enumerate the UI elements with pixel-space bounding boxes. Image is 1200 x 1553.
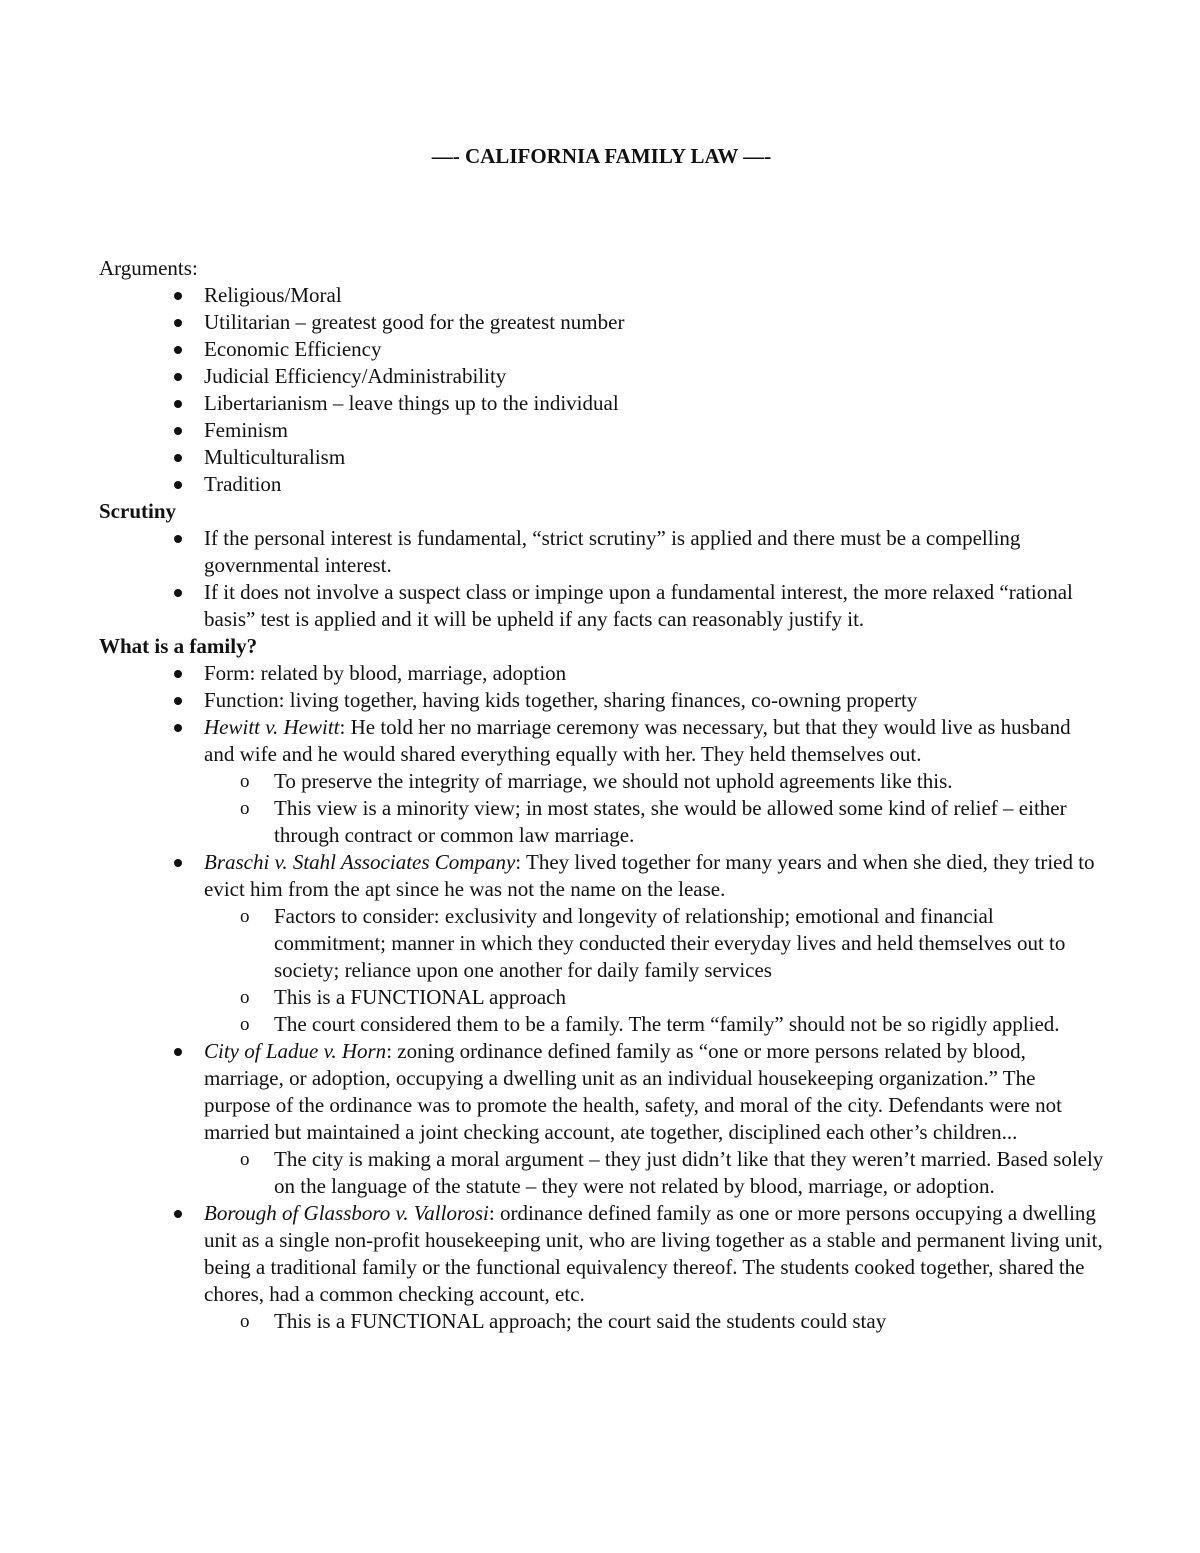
sub-list-item: o Factors to consider: exclusivity and longevity of relationship; emotional and financial commitment; manner in which they conducted their everyday lives and held themselves out to society; reliance upon one another for daily family services — [240, 904, 1066, 982]
list-item: Economic Efficiency — [204, 336, 1104, 363]
bullet-icon — [174, 535, 182, 543]
list-item: Multiculturalism — [204, 444, 1104, 471]
bullet-icon — [174, 481, 182, 489]
sub-list-item: o The city is making a moral argument – they just didn’t like that they weren’t married. Based solely on the language of the statute – they were not related by blood, marriage, or adoption. — [240, 1147, 1104, 1198]
circle-bullet-icon: o — [240, 1014, 250, 1035]
sub-list-item: o This is a FUNCTIONAL approach — [240, 985, 567, 1009]
bullet-icon — [174, 427, 182, 435]
bullet-icon — [174, 1210, 182, 1218]
list-item: Utilitarian – greatest good for the greatest number — [204, 309, 1104, 336]
list-item: Feminism — [204, 417, 1104, 444]
bullet-icon — [174, 697, 182, 705]
case-item: Braschi v. Stahl Associates Company: They lived together for many years and when she died, they tried to evict him from the apt since he was not the name on the lease. o Factors to consider: exclusivity and longevity of relationship; emotional and financial commitment; manner in which they conducted their everyday lives and held themselves out to society; reliance upon one another for daily family services o This is a FUNCTIONAL approach o The court considered them to be a family. The term “family” should not be so rigidly applied. — [204, 849, 1104, 1038]
sub-list-item: o This view is a minority view; in most states, she would be allowed some kind of relief – either through contract or common law marriage. — [240, 796, 1067, 847]
scrutiny-heading: Scrutiny — [99, 499, 177, 523]
arguments-heading: Arguments: — [99, 256, 198, 280]
bullet-icon — [174, 319, 182, 327]
circle-bullet-icon: o — [240, 771, 250, 792]
case-item: City of Ladue v. Horn: zoning ordinance defined family as “one or more persons related by blood, marriage, or adoption, occupying a dwelling unit as an individual housekeeping organization.” The purpose of the ordinance was to promote the health, safety, and moral of the city. Defendants were not married but maintained a joint checking account, ate together, disciplined each other’s children... o The city is making a moral argument – they just didn’t like that they weren’t married. Based solely on the language of the statute – they were not related by blood, marriage, or adoption. — [204, 1038, 1104, 1200]
page-title: —- CALIFORNIA FAMILY LAW —- — [431, 144, 772, 168]
circle-bullet-icon: o — [240, 1311, 250, 1332]
circle-bullet-icon: o — [240, 798, 250, 819]
bullet-icon — [174, 859, 182, 867]
sub-list — [204, 768, 1104, 849]
family-heading: What is a family? — [99, 634, 258, 658]
sub-list — [204, 903, 1104, 1038]
case-item: Hewitt v. Hewitt: He told her no marriage ceremony was necessary, but that they would live as husband and wife and he would shared everything equally with her. They held themselves out. o To preserve the integrity of marriage, we should not uphold agreements like this. o This view is a minority view; in most states, she would be allowed some kind of relief – either through contract or common law marriage. — [204, 714, 1104, 849]
bullet-icon — [174, 589, 182, 597]
bullet-icon — [174, 670, 182, 678]
circle-bullet-icon: o — [240, 987, 250, 1008]
sub-list-item: o To preserve the integrity of marriage, we should not uphold agreements like this. — [240, 769, 953, 793]
sub-list-item: o This is a FUNCTIONAL approach; the court said the students could stay — [240, 1309, 887, 1333]
case-name: Braschi v. Stahl Associates Company — [204, 850, 516, 874]
bullet-icon — [174, 454, 182, 462]
bullet-icon — [174, 1048, 182, 1056]
list-item: If the personal interest is fundamental, “strict scrutiny” is applied and there must be a compelling governmental interest. — [204, 525, 1104, 579]
bullet-icon — [174, 292, 182, 300]
case-item: Borough of Glassboro v. Vallorosi: ordinance defined family as one or more persons occupying a dwelling unit as a single non-profit housekeeping unit, who are living together as a stable and permanent living unit, being a traditional family or the functional equivalency thereof. The students cooked together, shared the chores, had a common checking account, etc. o This is a FUNCTIONAL approach; the court said the students could stay — [204, 1200, 1104, 1335]
circle-bullet-icon: o — [240, 906, 250, 927]
bullet-icon — [174, 724, 182, 732]
scrutiny-list — [99, 525, 1104, 633]
case-name: City of Ladue v. Horn — [204, 1039, 387, 1063]
bullet-icon — [174, 346, 182, 354]
list-item: Religious/Moral — [204, 282, 1104, 309]
sub-list — [204, 1308, 1104, 1335]
list-item: Function: living together, having kids together, sharing finances, co-owning property — [204, 687, 1104, 714]
list-item: Libertarianism – leave things up to the individual — [204, 390, 1104, 417]
sub-list — [204, 1146, 1104, 1200]
case-name: Hewitt v. Hewitt — [204, 715, 340, 739]
list-item: Tradition — [204, 471, 1104, 498]
list-item: Form: related by blood, marriage, adoption — [204, 660, 1104, 687]
list-item: If it does not involve a suspect class or impinge upon a fundamental interest, the more relaxed “rational basis” test is applied and it will be upheld if any facts can reasonably justify it. — [204, 579, 1104, 633]
family-list — [99, 660, 1104, 1335]
sub-list-item: o The court considered them to be a family. The term “family” should not be so rigidly applied. — [240, 1012, 1060, 1036]
list-item: Judicial Efficiency/Administrability — [204, 363, 1104, 390]
case-name: Borough of Glassboro v. Vallorosi — [204, 1201, 489, 1225]
arguments-list — [99, 282, 1104, 498]
bullet-icon — [174, 373, 182, 381]
bullet-icon — [174, 400, 182, 408]
circle-bullet-icon: o — [240, 1149, 250, 1170]
